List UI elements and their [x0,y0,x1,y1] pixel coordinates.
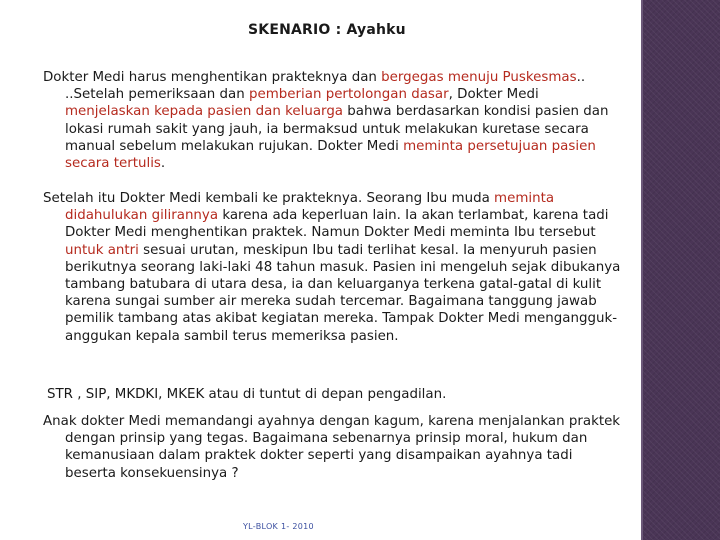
sidebar-edge [641,0,643,540]
highlighted-text: bergegas menuju Puskesmas [381,70,577,85]
highlighted-text: menjelaskan kepada pasien dan keluarga [65,104,344,120]
decorative-sidebar [641,0,720,540]
paragraph-text: Dokter Medi harus menghentikan prakteknya dan [43,70,382,85]
paragraph-text: bahwa berdasarkan kondisi pasien dan lokasi rumah sakit yang jauh, ia bermaksud untuk melakukan kuretase secara manual sebelum melakukan rujukan. Dokter Medi [65,104,609,154]
paragraph-2 [43,190,625,345]
paragraph-text: , Dokter Medi [448,87,539,103]
paragraph-text: Setelah itu Dokter Medi kembali ke prakteknya. Seorang Ibu muda [43,191,495,206]
paragraph-text: .. ..Setelah pemeriksaan dan [65,70,586,103]
highlighted-text: meminta persetujuan pasien secara tertulis [65,138,596,172]
paragraph-3 [47,386,629,403]
paragraph-text: sesuai urutan, meskipun Ibu tadi terlihat kesal. Ia menyuruh pasien berikutnya seorang laki-laki 48 tahun masuk. Pasien ini mengeluh sejak dibukanya tambang batubara di utara desa, ia dan keluarganya terkena gatal-gatal di kulit karena sungai sumber air mereka sudah tercemar. Bagaimana tanggung jawab pemilik tambang atas akibat kegiatan mereka. Tampak Dokter Medi mengangguk-anggukan kepala sambil terus memeriksa pasien. [65,242,621,344]
paragraph-1 [43,69,625,172]
paragraph-text: Anak dokter Medi memandangi ayahnya dengan kagum, karena menjalankan praktek dengan prinsip yang tegas. Bagaimana sebenarnya prinsip moral, hukum dan kemanusiaan dalam praktek dokter seperti yang disampaikan ayahnya tadi beserta konsekuensinya ? [43,414,621,481]
paragraph-text: STR , SIP, MKDKI, MKEK atau di tuntut di depan pengadilan. [47,387,447,402]
paragraph-text: karena ada keperluan lain. Ia akan terlambat, karena tadi Dokter Medi menghentikan praktek. Namun Dokter Medi meminta Ibu tersebut [65,208,609,241]
highlighted-text: pemberian pertolongan dasar [249,87,449,103]
slide-title: SKENARIO : Ayahku [248,22,406,38]
footer-label: YL-BLOK 1- 2010 [243,522,314,531]
highlighted-text: meminta didahulukan gilirannya [65,191,555,224]
paragraph-text: . [160,156,166,172]
highlighted-text: untuk antri [65,242,139,258]
paragraph-4 [43,413,625,482]
